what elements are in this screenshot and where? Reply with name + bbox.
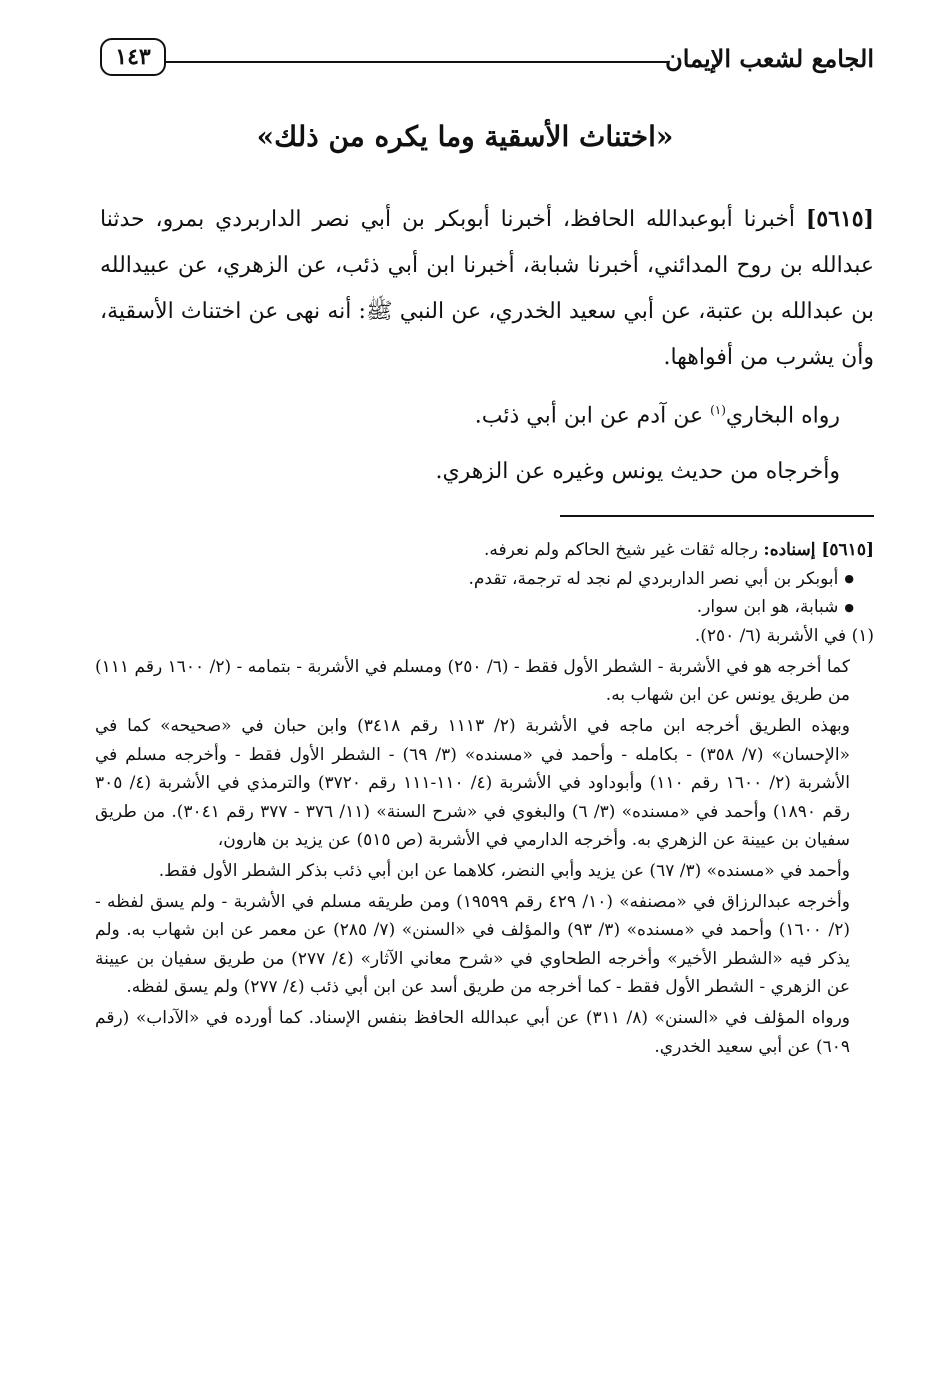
- running-title: الجامع لشعب الإيمان: [665, 44, 874, 73]
- footnote-ref-1: (١): [710, 403, 726, 417]
- running-header: [100, 38, 874, 82]
- footnote-paragraph-3: وأحمد في «مسنده» (٣/ ٦٧) عن يزيد وأبي النضر، كلاهما عن ابن أبي ذئب بذكر الشطر الأول فقط.: [158, 860, 850, 881]
- footnote-paragraph-4: وأخرجه عبدالرزاق في «مصنفه» (١٠/ ٤٢٩ رقم ١٩٥٩٩) ومن طريقه مسلم في الأشربة - ولم يسق لفظه - (٢/ ١٦٠٠) وأحمد في «مسنده» (٣/ ٩٣) والمؤلف في «السنن» (٧/ ٢٨٥) عن معمر عن ابن شهاب به. ولم يذكر فيه «الشطر الأخير» وأخرجه الطحاوي في «شرح معاني الآثار» (٤/ ٢٧٧) من طريق سفيان بن عيينة عن الزهري - الشطر الأول فقط - كما أخرجه من طريق أسد عن ابن أبي ذئب (٤/ ٢٧٧) ولم يسق لفظه.: [95, 891, 851, 998]
- bullet-item-1: ● أبوبكر بن أبي نصر الداربردي لم نجد له ترجمة، تقدم.: [95, 565, 874, 594]
- hadith-isnad-matn: أخبرنا أبوعبدالله الحافظ، أخبرنا أبوبكر بن أبي نصر الداربردي بمرو، حدثنا عبدالله بن روح المدائني، أخبرنا شبابة، أخبرنا ابن أبي ذئب، عن الزهري، عن عبيدالله بن عبدالله بن عتبة، عن أبي سعيد الخدري، عن النبي ﷺ: أنه نهى عن اختناث الأسقية، وأن يشرب من أفواهها.: [100, 207, 874, 370]
- bullet-item-2: ● شبابة، هو ابن سوار.: [95, 593, 874, 622]
- isnad-note: [95, 536, 874, 565]
- footnote-paragraph-2: وبهذه الطريق أخرجه ابن ماجه في الأشربة (٢/ ١١١٣ رقم ٣٤١٨) وابن حبان في «صحيحه» كما في «الإحسان» (٧/ ٣٥٨) - بكامله - وأحمد في «مسنده» (٣/ ٦٩) - الشطر الأول فقط - وأخرجه مسلم في الأشربة (٢/ ١٦٠٠ رقم ١١٠) وأبوداود في الأشربة (٤/ ١١٠-١١١ رقم ٣٧٢٠) والترمذي في الأشربة (٤/ ٣٠٥ رقم ١٨٩٠) وأحمد في «مسنده» (٣/ ٦) والبغوي في «شرح السنة» (١١/ ٣٧٦ - ٣٧٧ رقم ٣٠٤١). من طريق سفيان بن عيينة عن الزهري به. وأخرجه الدارمي في الأشربة (ص ٥١٥) عن يزيد بن هارون،: [95, 715, 850, 851]
- header-rule: [166, 61, 669, 63]
- footnote-1-head: (١) في الأشربة (٦/ ٢٥٠).: [694, 626, 874, 647]
- chapter-title: «اختناث الأسقية وما يكره من ذلك»: [256, 120, 674, 153]
- narration-1-text-end: عن آدم عن ابن أبي ذئب.: [474, 403, 711, 429]
- footnote-paragraph-1: كما أخرجه هو في الأشربة - الشطر الأول فقط - (٦/ ٢٥٠) ومسلم في الأشربة - بتمامه - (٢/ ١٦٠٠ رقم ١١١) من طريق يونس عن ابن شهاب به.: [95, 656, 850, 706]
- narration-yunus: وأخرجاه من حديث يونس وغيره عن الزهري.: [435, 459, 840, 485]
- isnad-note-head: [٥٦١٥] إسناده:: [763, 540, 874, 560]
- hadith-number: [٥٦١٥]: [805, 206, 874, 232]
- footnote-separator: [560, 515, 874, 517]
- footnote-paragraph-5: ورواه المؤلف في «السنن» (٨/ ٣١١) عن أبي عبدالله الحافظ بنفس الإسناد. كما أورده في «الآداب» (رقم ٦٠٩) عن أبي سعيد الخدري.: [95, 1007, 850, 1057]
- narration-bukhari: [100, 387, 840, 439]
- page-number: ١٤٣: [100, 38, 166, 76]
- isnad-note-text: رجاله ثقات غير شيخ الحاكم ولم نعرفه.: [484, 540, 764, 560]
- hadith-body: [100, 196, 874, 495]
- footnotes: [95, 536, 874, 1061]
- narration-1-text: رواه البخاري: [725, 403, 840, 429]
- hadith-text: [100, 196, 874, 381]
